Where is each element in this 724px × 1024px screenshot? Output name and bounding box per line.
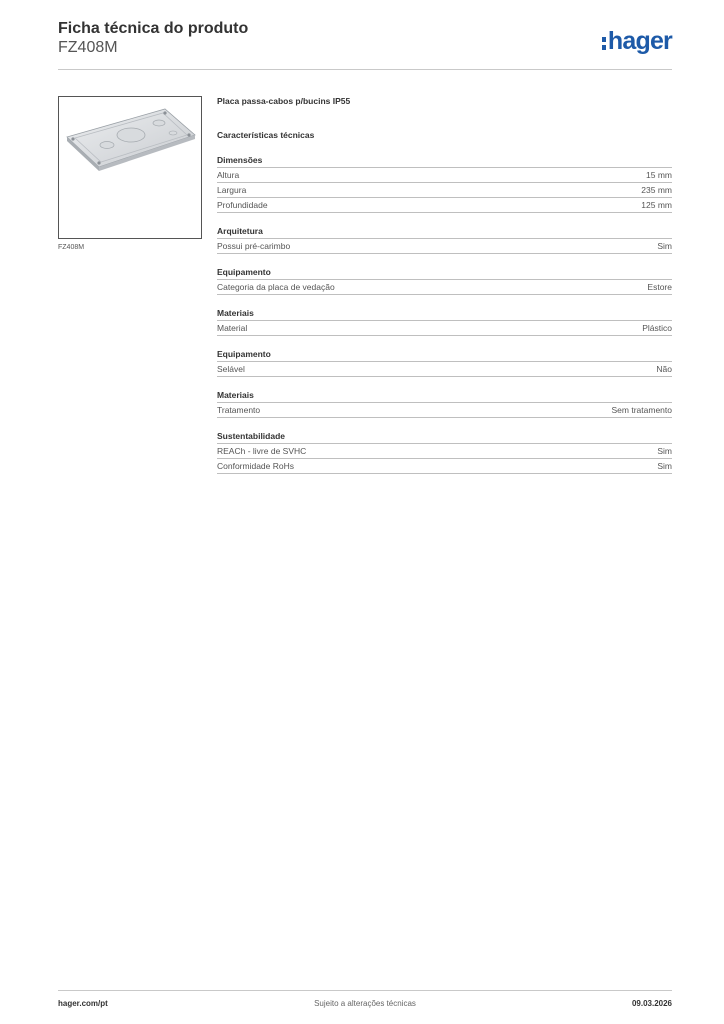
spec-row: [217, 362, 672, 377]
spec-content: [217, 95, 672, 474]
spec-group-title: Dimensões: [217, 154, 672, 168]
hager-logo: [602, 27, 672, 56]
image-caption: FZ408M: [58, 244, 85, 251]
spec-row: [217, 198, 672, 213]
document-title: Ficha técnica do produto: [58, 20, 249, 37]
logo-text: hager: [607, 27, 672, 55]
spec-value: Não: [656, 364, 672, 374]
spec-label: Categoria da placa de vedação: [217, 282, 335, 292]
document-date: 09.03.2026: [631, 999, 672, 1008]
spec-group-title: Materiais: [217, 307, 672, 321]
website-link[interactable]: hager.com/pt: [58, 999, 108, 1008]
spec-label: Largura: [217, 185, 247, 195]
spec-label: Selável: [217, 364, 245, 374]
spec-group-equipment-2: [217, 348, 672, 377]
spec-label: REACh - livre de SVHC: [217, 446, 307, 456]
logo-colon-icon: [602, 34, 606, 50]
spec-label: Profundidade: [217, 200, 268, 210]
page-footer: [58, 990, 672, 1011]
spec-row: [217, 168, 672, 183]
spec-row: [217, 239, 672, 254]
cable-gland-plate-illustration: [59, 97, 201, 238]
technical-characteristics-heading: Características técnicas: [217, 130, 315, 140]
spec-value: 125 mm: [641, 200, 672, 210]
page-header: [58, 20, 672, 70]
product-code: FZ408M: [58, 39, 118, 56]
spec-group-equipment: [217, 266, 672, 295]
spec-row: [217, 321, 672, 336]
spec-value: Plástico: [642, 323, 672, 333]
spec-value: 235 mm: [641, 185, 672, 195]
spec-row: [217, 183, 672, 198]
spec-value: 15 mm: [646, 170, 672, 180]
spec-group-materials: [217, 307, 672, 336]
spec-row: [217, 280, 672, 295]
spec-group-title: Sustentabilidade: [217, 430, 672, 444]
spec-row: [217, 444, 672, 459]
spec-value: Sim: [657, 461, 672, 471]
spec-group-title: Equipamento: [217, 266, 672, 280]
spec-group-dimensions: [217, 154, 672, 213]
spec-value: Estore: [647, 282, 672, 292]
product-image: [58, 96, 202, 239]
technical-changes-notice: Sujeito a alterações técnicas: [314, 999, 416, 1008]
spec-label: Altura: [217, 170, 240, 180]
spec-label: Tratamento: [217, 405, 261, 415]
spec-group-title: Materiais: [217, 389, 672, 403]
spec-label: Possui pré-carimbo: [217, 241, 291, 251]
spec-row: [217, 403, 672, 418]
spec-value: Sim: [657, 241, 672, 251]
spec-group-title: Arquitetura: [217, 225, 672, 239]
spec-label: Conformidade RoHs: [217, 461, 295, 471]
spec-row: [217, 459, 672, 474]
spec-value: Sim: [657, 446, 672, 456]
spec-value: Sem tratamento: [611, 405, 672, 415]
spec-group-materials-2: [217, 389, 672, 418]
spec-group-sustainability: [217, 430, 672, 474]
spec-group-architecture: [217, 225, 672, 254]
spec-group-title: Equipamento: [217, 348, 672, 362]
product-name: Placa passa-cabos p/bucins IP55: [217, 96, 351, 106]
spec-label: Material: [217, 323, 248, 333]
